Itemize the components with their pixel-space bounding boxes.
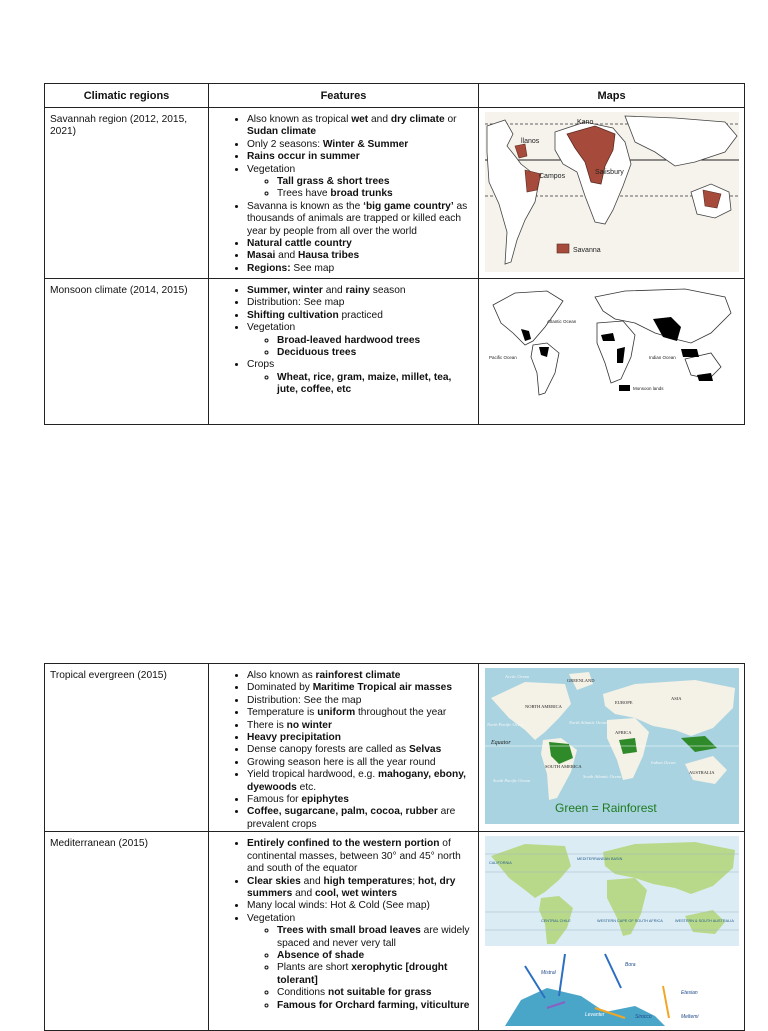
region-name: Monsoon climate (2014, 2015): [45, 279, 209, 425]
features-list: [209, 279, 478, 397]
map-legend-monsoon: Monsoon lands: [633, 386, 664, 391]
map-label-campos: Campos: [539, 173, 566, 180]
climate-table-2: [44, 663, 745, 1031]
feature-subitem: ◦ Absence of shade: [277, 950, 470, 962]
feature-item: • Dominated by Maritime Tropical air masses: [247, 682, 470, 694]
features-cell: [209, 279, 479, 425]
rainforest-map: [485, 668, 739, 824]
map-label-arctic: Arctic Ocean: [505, 674, 529, 679]
feature-item: • Vegetation ◦ Trees with small broad leaves are widely spaced and never very tall ◦ Absence of shade ◦ Plants are short xerophytic [drought tolerant] ◦ Conditions not suitable for grass ◦ Famous for Orchard farming, viticulture: [247, 913, 470, 1012]
feature-item: • There is no winter: [247, 720, 470, 732]
map-label-npo: North Pacific Ocean: [487, 722, 525, 727]
monsoon-map: [485, 283, 739, 401]
map-cell: [479, 108, 745, 279]
header-climatic-regions: Climatic regions: [45, 84, 209, 108]
feature-item: • Coffee, sugarcane, palm, cocoa, rubber are prevalent crops: [247, 806, 470, 831]
map-label-mistral: Mistral: [541, 970, 556, 977]
map-cell: [479, 664, 745, 832]
mediterranean-map: [485, 836, 739, 1026]
feature-sublist: [247, 372, 470, 397]
feature-item: • Also known as tropical wet and dry climate or Sudan climate: [247, 114, 470, 139]
map-label-na: NORTH AMERICA: [525, 704, 562, 709]
map-label-kano: Kano: [577, 119, 594, 126]
map-label-australia-med: WESTERN & SOUTH AUSTRALIA: [675, 919, 734, 924]
map-label-llanos: llanos: [521, 138, 540, 145]
feature-item: • Famous for epiphytes: [247, 794, 470, 806]
feature-subitem: ◦ Trees with small broad leaves are widely spaced and never very tall: [277, 925, 470, 950]
map-label-indian: Indian Ocean: [649, 355, 676, 360]
map-label-sa: SOUTH AMERICA: [545, 764, 582, 769]
region-name: Tropical evergreen (2015): [45, 664, 209, 832]
feature-item: • Vegetation ◦ Tall grass & short trees ◦ Trees have broad trunks: [247, 164, 470, 201]
savanna-map: [485, 112, 739, 272]
feature-item: • Yield tropical hardwood, e.g. mahogany, ebony, dyewoods etc.: [247, 769, 470, 794]
map-label-equator: Equator: [491, 740, 511, 746]
feature-subitem: ◦ Deciduous trees: [277, 347, 470, 359]
feature-subitem: ◦ Famous for Orchard farming, viticulture: [277, 1000, 470, 1012]
feature-item: • Dense canopy forests are called as Selvas: [247, 744, 470, 756]
feature-item: • Distribution: See the map: [247, 695, 470, 707]
climate-table-1: [44, 83, 745, 425]
features-list: [209, 664, 478, 831]
feature-item: • Only 2 seasons: Winter & Summer: [247, 139, 470, 151]
map-label-meltemi: Meltemi: [681, 1014, 699, 1021]
map-label-california: CALIFORNIA: [489, 861, 512, 866]
features-list: [209, 108, 478, 275]
feature-subitem: ◦ Conditions not suitable for grass: [277, 987, 470, 999]
map-label-europe: EUROPE: [615, 700, 633, 705]
table-row: [45, 832, 745, 1031]
map-label-levanter: Levanter: [585, 1012, 605, 1019]
feature-item: • Savanna is known as the ‘big game country’ as thousands of animals are trapped or killed each year by people from all over the world: [247, 201, 470, 238]
feature-subitem: ◦ Broad-leaved hardwood trees: [277, 335, 470, 347]
table-row: [45, 108, 745, 279]
feature-item: • Summer, winter and rainy season: [247, 285, 470, 297]
map-label-greenland: GREENLAND: [567, 678, 595, 683]
feature-item: • Regions: See map: [247, 263, 470, 275]
map-label-med-basin: MEDITERRANEAN BASIN: [577, 857, 623, 862]
region-name: Savannah region (2012, 2015, 2021): [45, 108, 209, 279]
map-cell: [479, 279, 745, 425]
map-label-pacific: Pacific Ocean: [489, 355, 517, 360]
feature-item: • Natural cattle country: [247, 238, 470, 250]
map-label-sao: South Atlantic Ocean: [583, 774, 622, 779]
table-header-row: [45, 84, 745, 108]
table-row: [45, 664, 745, 832]
map-label-io: Indian Ocean: [651, 760, 676, 765]
map-label-atlantic: Atlantic Ocean: [547, 319, 577, 324]
header-maps: Maps: [479, 84, 745, 108]
features-cell: [209, 108, 479, 279]
feature-item: • Growing season here is all the year round: [247, 757, 470, 769]
map-caption: Green = Rainforest: [555, 801, 657, 815]
feature-item: • Many local winds: Hot & Cold (See map): [247, 900, 470, 912]
feature-item: • Distribution: See map: [247, 297, 470, 309]
map-label-sirocco: Sirocco: [635, 1014, 652, 1021]
feature-item: • Vegetation ◦ Broad-leaved hardwood trees ◦ Deciduous trees: [247, 322, 470, 359]
table-row: [45, 279, 745, 425]
feature-sublist: [247, 335, 470, 360]
features-list: [209, 832, 478, 1012]
feature-item: • Also known as rainforest climate: [247, 670, 470, 682]
header-features: Features: [209, 84, 479, 108]
map-label-africa: AFRICA: [615, 730, 632, 735]
feature-item: • Masai and Hausa tribes: [247, 250, 470, 262]
feature-item: • Shifting cultivation practiced: [247, 310, 470, 322]
feature-subitem: ◦ Tall grass & short trees: [277, 176, 470, 188]
map-label-cape: WESTERN CAPE OF SOUTH AFRICA: [597, 919, 663, 924]
map-label-chile: CENTRAL CHILE: [541, 919, 571, 924]
feature-item: • Crops ◦ Wheat, rice, gram, maize, millet, tea, jute, coffee, etc: [247, 359, 470, 396]
region-name: Mediterranean (2015): [45, 832, 209, 1031]
features-cell: [209, 664, 479, 832]
features-cell: [209, 832, 479, 1031]
map-label-nao: North Atlantic Ocean: [569, 720, 608, 725]
feature-item: • Heavy precipitation: [247, 732, 470, 744]
map-label-spo: South Pacific Ocean: [493, 778, 530, 783]
feature-subitem: ◦ Plants are short xerophytic [drought tolerant]: [277, 962, 470, 987]
feature-item: • Clear skies and high temperatures; hot, dry summers and cool, wet winters: [247, 876, 470, 901]
feature-sublist: [247, 176, 470, 201]
feature-item: • Temperature is uniform throughout the year: [247, 707, 470, 719]
feature-subitem: ◦ Wheat, rice, gram, maize, millet, tea, jute, coffee, etc: [277, 372, 470, 397]
map-label-australia: AUSTRALIA: [689, 770, 715, 775]
map-label-bora: Bora: [625, 962, 636, 969]
feature-item: • Rains occur in summer: [247, 151, 470, 163]
feature-item: • Entirely confined to the western portion of continental masses, between 30° and 45° north and south of the equator: [247, 838, 470, 875]
feature-sublist: [247, 925, 470, 1012]
map-label-asia: ASIA: [671, 696, 682, 701]
feature-subitem: ◦ Trees have broad trunks: [277, 188, 470, 200]
map-legend-savanna: Savanna: [573, 247, 601, 254]
map-label-salisbury: Salisbury: [595, 169, 624, 176]
map-label-etesian: Etesian: [681, 990, 698, 997]
map-cell: [479, 832, 745, 1031]
